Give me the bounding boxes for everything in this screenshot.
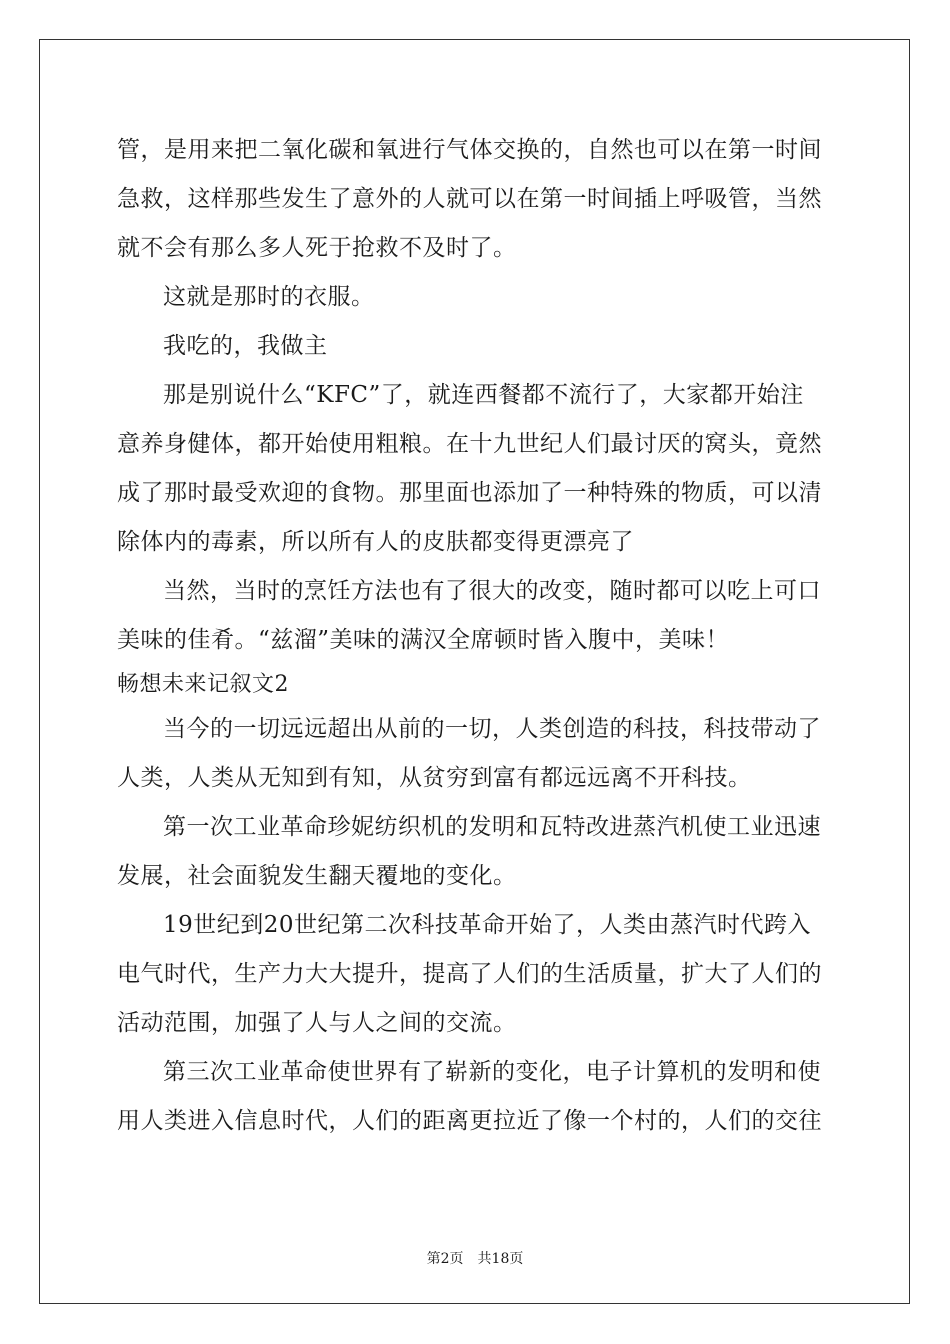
page-footer	[0, 1248, 950, 1268]
text-line: 电气时代，生产力大大提升，提高了人们的生活质量，扩大了人们的	[117, 961, 822, 987]
text-line: 除体内的毒素，所以所有人的皮肤都变得更漂亮了	[117, 529, 634, 555]
text-line: 管，是用来把二氧化碳和氧进行气体交换的，自然也可以在第一时间	[117, 137, 822, 163]
page-number-current: 第2页	[426, 1251, 464, 1267]
text-line: 美味的佳肴。“兹溜”美味的满汉全席顿时皆入腹中，美味！	[117, 627, 730, 653]
text-line: 成了那时最受欢迎的食物。那里面也添加了一种特殊的物质，可以清	[117, 480, 822, 506]
text-line: 这就是那时的衣服。	[163, 284, 375, 310]
page-number-total: 共18页	[477, 1251, 524, 1267]
text-line: 当然，当时的烹饪方法也有了很大的改变，随时都可以吃上可口	[163, 578, 821, 604]
text-line: 当今的一切远远超出从前的一切，人类创造的科技，科技带动了	[163, 716, 821, 742]
text-line: 意养身健体，都开始使用粗粮。在十九世纪人们最讨厌的窝头，竟然	[117, 431, 822, 457]
text-line: 第一次工业革命珍妮纺织机的发明和瓦特改进蒸汽机使工业迅速	[163, 814, 821, 840]
text-line: 急救，这样那些发生了意外的人就可以在第一时间插上呼吸管，当然	[117, 186, 822, 212]
text-line: 那是别说什么“KFC”了，就连西餐都不流行了，大家都开始注	[163, 382, 804, 408]
text-line: 发展，社会面貌发生翻天覆地的变化。	[117, 863, 517, 889]
text-line: 第三次工业革命使世界有了崭新的变化，电子计算机的发明和使	[163, 1059, 821, 1085]
text-line: 就不会有那么多人死于抢救不及时了。	[117, 235, 517, 261]
text-line: 活动范围，加强了人与人之间的交流。	[117, 1010, 517, 1036]
text-line: 人类，人类从无知到有知，从贫穷到富有都远远离不开科技。	[117, 765, 752, 791]
section-subtitle: 我吃的，我做主	[163, 333, 328, 359]
document-body	[117, 126, 833, 1146]
text-line: 19世纪到20世纪第二次科技革命开始了，人类由蒸汽时代跨入	[163, 912, 812, 938]
article-title: 畅想未来记叙文2	[117, 672, 289, 697]
text-line: 用人类进入信息时代，人们的距离更拉近了像一个村的，人们的交往	[117, 1108, 822, 1134]
